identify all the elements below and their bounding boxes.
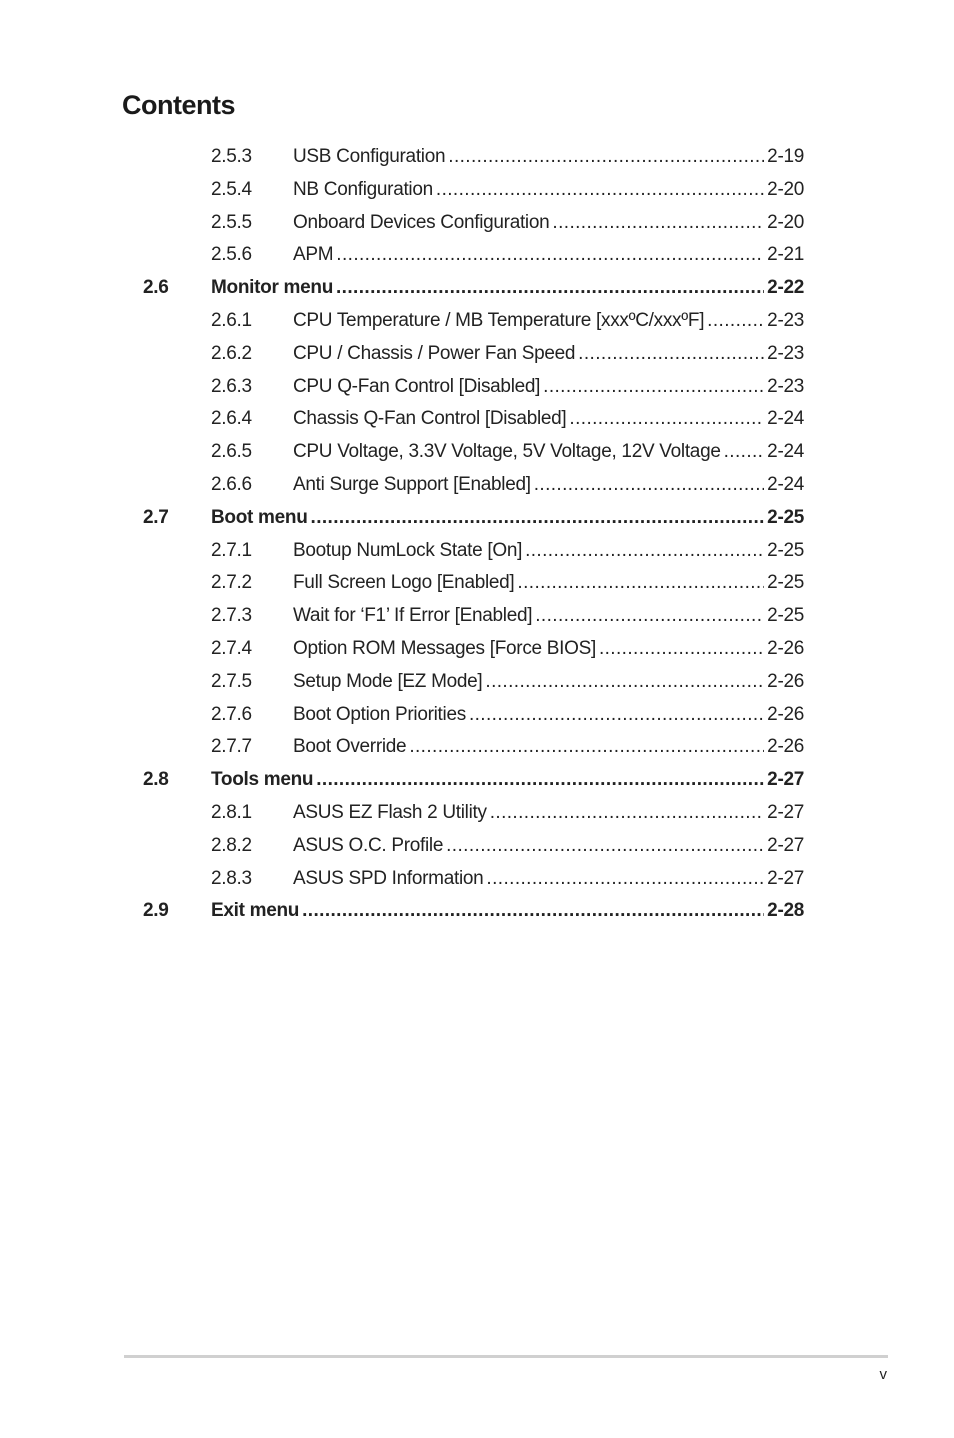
toc-entry-line: [293, 239, 804, 272]
toc-subsection-entry[interactable]: [0, 863, 954, 896]
toc-entry-number: 2.6.6: [211, 473, 252, 495]
toc-entry-line: [211, 272, 804, 305]
dot-leader: [535, 600, 764, 633]
toc-entry-line: [293, 436, 804, 469]
toc-subsection-entry[interactable]: [0, 535, 954, 568]
toc-subsection-entry[interactable]: [0, 699, 954, 732]
toc-entry-line: [293, 371, 804, 404]
toc-entry-title: Boot Option Priorities: [293, 703, 466, 725]
toc-entry-page: 2-23: [767, 309, 804, 331]
toc-entry-title: Onboard Devices Configuration: [293, 211, 550, 233]
toc-entry-number: 2.7.4: [211, 637, 252, 659]
toc-subsection-entry[interactable]: [0, 830, 954, 863]
toc-entry-number: 2.8.1: [211, 801, 252, 823]
toc-entry-number: 2.5.3: [211, 146, 252, 167]
dot-leader: [490, 797, 764, 830]
toc-entry-line: [293, 731, 804, 764]
toc-entry-page: 2-25: [767, 605, 804, 627]
toc-entry-page: 2-27: [767, 867, 804, 889]
toc-entry-number: 2.7: [143, 506, 169, 528]
toc-entry-title: Boot menu: [211, 506, 308, 528]
toc-subsection-entry[interactable]: [0, 305, 954, 338]
toc-entry-line: [211, 895, 804, 928]
toc-entry-line: [211, 502, 804, 535]
dot-leader: [569, 403, 764, 436]
toc-entry-title: ASUS O.C. Profile: [293, 834, 444, 856]
page-title: Contents: [122, 90, 235, 120]
toc-entry-title: CPU / Chassis / Power Fan Speed: [293, 342, 576, 364]
toc-entry-line: [211, 764, 804, 797]
dot-leader: [448, 141, 764, 174]
toc-entry-line: [293, 338, 804, 371]
dot-leader: [707, 305, 764, 338]
toc-entry-title: CPU Q-Fan Control [Disabled]: [293, 375, 541, 397]
toc-entry-number: 2.7.2: [211, 572, 252, 594]
toc-entry-line: [293, 207, 804, 240]
toc-entry-page: 2-23: [767, 375, 804, 397]
toc-entry-title: Exit menu: [211, 900, 300, 922]
dot-leader: [302, 895, 764, 928]
toc-entry-number: 2.6: [143, 277, 169, 299]
toc-section-entry[interactable]: [0, 895, 954, 928]
toc-entry-page: 2-25: [767, 506, 804, 528]
toc-entry-line: [293, 699, 804, 732]
toc-entry-title: Wait for ‘F1’ If Error [Enabled]: [293, 605, 533, 627]
toc-entry-line: [293, 469, 804, 502]
toc-entry-title: USB Configuration: [293, 146, 446, 167]
toc-subsection-entry[interactable]: [0, 207, 954, 240]
toc-subsection-entry[interactable]: [0, 567, 954, 600]
toc-entry-line: [293, 174, 804, 207]
toc-entry-page: 2-22: [767, 277, 804, 299]
toc-subsection-entry[interactable]: [0, 600, 954, 633]
toc-entry-page: 2-24: [767, 473, 804, 495]
toc-entry-page: 2-24: [767, 408, 804, 430]
toc-entry-number: 2.9: [143, 900, 169, 922]
toc-entry-page: 2-27: [767, 834, 804, 856]
toc-entry-page: 2-26: [767, 736, 804, 758]
dot-leader: [517, 567, 764, 600]
toc-entry-number: 2.6.1: [211, 309, 252, 331]
toc-entry-title: Chassis Q-Fan Control [Disabled]: [293, 408, 567, 430]
toc-entry-number: 2.7.3: [211, 605, 252, 627]
dot-leader: [446, 830, 764, 863]
toc-section-entry[interactable]: [0, 502, 954, 535]
toc-entry-line: [293, 567, 804, 600]
toc-subsection-entry[interactable]: [0, 469, 954, 502]
toc-subsection-entry[interactable]: [0, 371, 954, 404]
toc-subsection-entry[interactable]: [0, 141, 954, 174]
toc-subsection-entry[interactable]: [0, 239, 954, 272]
toc-entry-line: [293, 403, 804, 436]
table-of-contents: [0, 141, 954, 928]
toc-entry-number: 2.7.7: [211, 736, 252, 758]
toc-entry-number: 2.6.5: [211, 441, 252, 463]
toc-entry-page: 2-28: [767, 900, 804, 922]
toc-entry-title: Tools menu: [211, 769, 314, 791]
page-number: v: [879, 1366, 887, 1383]
toc-entry-line: [293, 797, 804, 830]
toc-entry-title: ASUS SPD Information: [293, 867, 484, 889]
toc-entry-number: 2.8.2: [211, 834, 252, 856]
dot-leader: [486, 863, 764, 896]
toc-subsection-entry[interactable]: [0, 174, 954, 207]
toc-entry-line: [293, 863, 804, 896]
toc-subsection-entry[interactable]: [0, 797, 954, 830]
dot-leader: [578, 338, 764, 371]
dot-leader: [436, 174, 764, 207]
toc-entry-page: 2-26: [767, 670, 804, 692]
toc-entry-number: 2.6.4: [211, 408, 252, 430]
toc-entry-line: [293, 666, 804, 699]
toc-entry-number: 2.6.2: [211, 342, 252, 364]
toc-entry-page: 2-27: [767, 801, 804, 823]
toc-subsection-entry[interactable]: [0, 436, 954, 469]
toc-entry-page: 2-21: [767, 244, 804, 266]
footer-divider: [124, 1355, 888, 1358]
toc-entry-number: 2.7.5: [211, 670, 252, 692]
toc-entry-page: 2-19: [767, 146, 804, 167]
dot-leader: [552, 207, 764, 240]
toc-subsection-entry[interactable]: [0, 338, 954, 371]
toc-entry-line: [293, 600, 804, 633]
toc-entry-number: 2.6.3: [211, 375, 252, 397]
toc-entry-title: Option ROM Messages [Force BIOS]: [293, 637, 596, 659]
toc-entry-page: 2-25: [767, 539, 804, 561]
toc-entry-number: 2.7.1: [211, 539, 252, 561]
toc-subsection-entry[interactable]: [0, 633, 954, 666]
toc-entry-title: NB Configuration: [293, 178, 433, 200]
dot-leader: [409, 731, 764, 764]
toc-entry-line: [293, 633, 804, 666]
toc-entry-page: 2-24: [767, 441, 804, 463]
dot-leader: [525, 535, 764, 568]
toc-entry-page: 2-23: [767, 342, 804, 364]
dot-leader: [543, 371, 764, 404]
toc-entry-page: 2-26: [767, 703, 804, 725]
toc-entry-page: 2-25: [767, 572, 804, 594]
toc-entry-title: ASUS EZ Flash 2 Utility: [293, 801, 487, 823]
toc-entry-line: [293, 305, 804, 338]
dot-leader: [724, 436, 765, 469]
toc-entry-number: 2.5.5: [211, 211, 252, 233]
toc-entry-number: 2.7.6: [211, 703, 252, 725]
toc-subsection-entry[interactable]: [0, 666, 954, 699]
toc-entry-title: Anti Surge Support [Enabled]: [293, 473, 531, 495]
toc-entry-page: 2-20: [767, 178, 804, 200]
toc-entry-page: 2-27: [767, 769, 804, 791]
dot-leader: [469, 699, 764, 732]
toc-entry-title: Setup Mode [EZ Mode]: [293, 670, 483, 692]
toc-subsection-entry[interactable]: [0, 403, 954, 436]
toc-entry-title: Boot Override: [293, 736, 407, 758]
toc-entry-number: 2.5.4: [211, 178, 252, 200]
toc-subsection-entry[interactable]: [0, 731, 954, 764]
toc-entry-line: [293, 830, 804, 863]
dot-leader: [311, 502, 765, 535]
dot-leader: [485, 666, 764, 699]
toc-section-entry[interactable]: [0, 272, 954, 305]
toc-entry-title: Monitor menu: [211, 277, 333, 299]
toc-entry-page: 2-20: [767, 211, 804, 233]
dot-leader: [336, 239, 764, 272]
toc-entry-number: 2.8.3: [211, 867, 252, 889]
toc-entry-title: APM: [293, 244, 334, 266]
toc-entry-line: [293, 141, 804, 174]
dot-leader: [534, 469, 764, 502]
toc-entry-number: 2.8: [143, 769, 169, 791]
toc-entry-line: [293, 535, 804, 568]
toc-entry-number: 2.5.6: [211, 244, 252, 266]
toc-entry-page: 2-26: [767, 637, 804, 659]
toc-entry-title: Bootup NumLock State [On]: [293, 539, 523, 561]
toc-entry-title: CPU Voltage, 3.3V Voltage, 5V Voltage, 12V Voltage: [293, 441, 721, 463]
dot-leader: [336, 272, 764, 305]
toc-entry-title: CPU Temperature / MB Temperature [xxxºC/xxxºF]: [293, 309, 705, 331]
dot-leader: [599, 633, 764, 666]
toc-section-entry[interactable]: [0, 764, 954, 797]
toc-entry-title: Full Screen Logo [Enabled]: [293, 572, 515, 594]
dot-leader: [316, 764, 764, 797]
